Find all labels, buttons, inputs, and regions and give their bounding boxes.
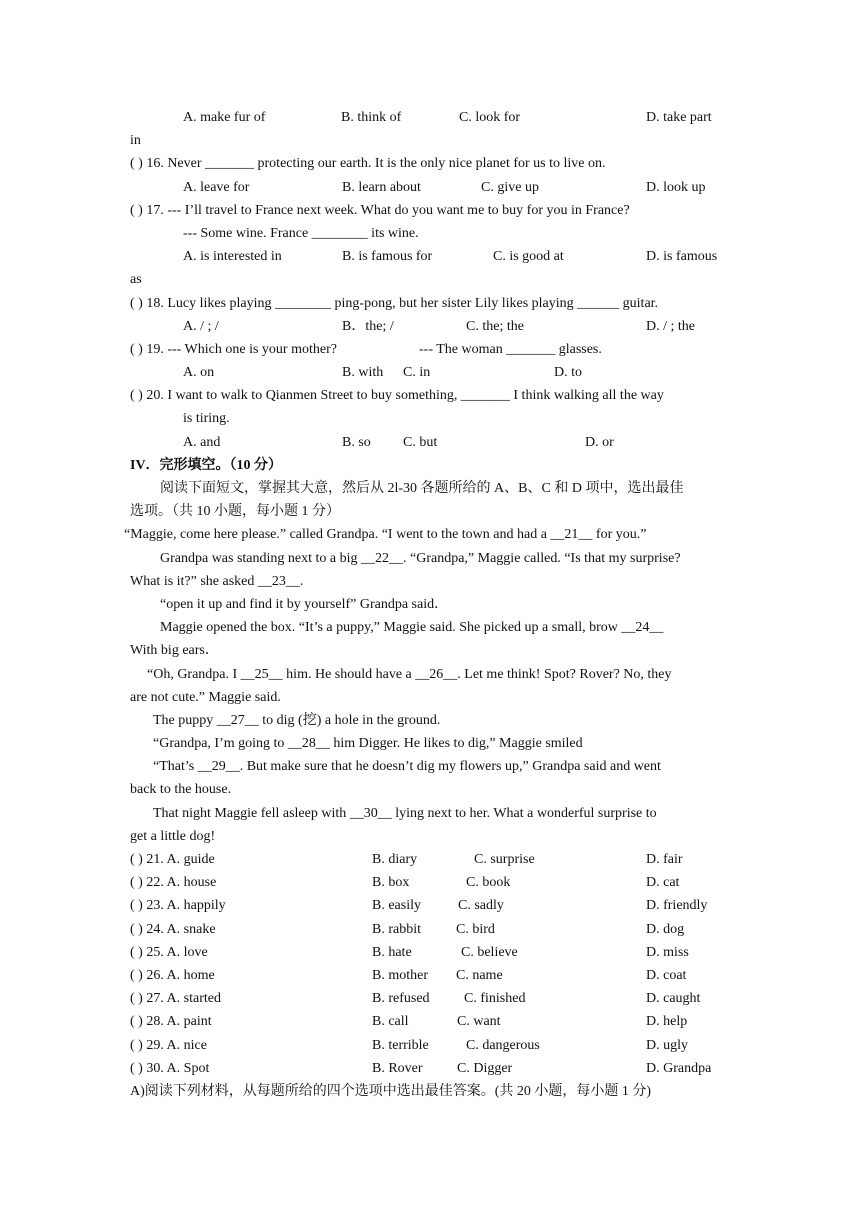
q19-options <box>130 361 735 384</box>
cloze-option-b: B. hate <box>372 944 412 960</box>
cloze-option-c: C. finished <box>464 991 526 1007</box>
cloze-option-c: C. surprise <box>474 852 535 867</box>
cloze-option-c: C. name <box>456 967 503 983</box>
q18-option-b: B．the; / <box>342 318 394 334</box>
cloze-option-d: D. friendly <box>646 898 708 914</box>
cloze-option-b: B. diary <box>372 852 418 867</box>
q19-option-c: C. in <box>403 365 431 381</box>
section-instructions-2: 选项。（共 10 小题，每小题 1 分） <box>130 504 340 520</box>
passage-line: “open it up and find it by yourself” Grandpa said． <box>160 596 449 612</box>
q15-option-a: A. make fur of <box>183 110 266 125</box>
passage-line: The puppy __27__ to dig (挖) a hole in the ground. <box>153 712 441 728</box>
cloze-option-b: B. refused <box>372 991 430 1007</box>
q20-stem: ( ) 20. I want to walk to Qianmen Street to buy something, _______ I think walking all the way <box>130 388 664 404</box>
cloze-option-c: C. bird <box>456 921 495 937</box>
cloze-question-row <box>130 918 735 941</box>
q18-option-a: A. / ; / <box>183 318 219 334</box>
passage-line: With big ears． <box>130 643 219 659</box>
passage-line: That night Maggie fell asleep with __30__ lying next to her. What a wonderful surprise to <box>153 805 657 821</box>
q19-option-d: D. to <box>554 365 582 381</box>
passage-line: back to the house. <box>130 782 232 798</box>
cloze-option-d: D. miss <box>646 944 689 960</box>
q19-option-b: B. with <box>342 365 384 381</box>
cloze-option-b: B. rabbit <box>372 921 421 937</box>
q17-option-b: B. is famous for <box>342 249 433 265</box>
cloze-question-a: ( ) 30. A. Spot <box>130 1060 210 1076</box>
cloze-option-d: D. fair <box>646 852 683 867</box>
q18-stem: ( ) 18. Lucy likes playing ________ ping-pong, but her sister Lily likes playing ______ guitar. <box>130 295 659 311</box>
cloze-question-row <box>130 941 735 964</box>
cloze-question-a: ( ) 28. A. paint <box>130 1014 212 1030</box>
passage-line: What is it?” she asked __23__. <box>130 573 304 589</box>
cloze-question-a: ( ) 27. A. started <box>130 991 221 1007</box>
cloze-question-row <box>130 1034 735 1057</box>
cloze-option-d: D. ugly <box>646 1037 688 1053</box>
cloze-question-row <box>130 1057 735 1080</box>
q17-option-d: D. is famous <box>646 249 718 265</box>
cloze-question-row <box>130 894 735 917</box>
cloze-option-c: C. sadly <box>458 898 504 914</box>
cloze-option-c: C. book <box>466 875 511 891</box>
q15-option-b: B. think of <box>341 110 402 125</box>
q16-option-c: C. give up <box>481 179 539 195</box>
cloze-option-c: C. want <box>457 1014 501 1030</box>
section-instructions-1: 阅读下面短文，掌握其大意，然后从 2l-30 各题所给的 A、B、C 和 D 项中，选出最佳 <box>160 481 684 496</box>
cloze-option-b: B. mother <box>372 967 428 983</box>
q16-options <box>130 176 735 199</box>
q17-wrap: as <box>130 272 142 288</box>
cloze-options-list <box>130 848 735 1080</box>
cloze-question-a: ( ) 25. A. love <box>130 944 208 960</box>
cloze-question-row <box>130 1010 735 1033</box>
cloze-question-row <box>130 871 735 894</box>
q19-question: ( ) 19. --- Which one is your mother? <box>130 341 337 357</box>
cloze-question-row <box>130 987 735 1010</box>
cloze-question-row <box>130 964 735 987</box>
cloze-option-c: C. Digger <box>457 1060 513 1076</box>
passage-line: “Maggie, come here please.” called Grandpa. “I went to the town and had a __21__ for you.” <box>124 527 647 543</box>
q15-option-d: D. take part <box>646 110 712 125</box>
cloze-option-d: D. cat <box>646 875 680 891</box>
cloze-option-b: B. call <box>372 1014 409 1030</box>
q17-stem-reply: --- Some wine. France ________ its wine. <box>183 225 419 241</box>
passage-line: Maggie opened the box. “It’s a puppy,” Maggie said. She picked up a small, brow __24__ <box>160 620 664 636</box>
cloze-option-b: B. box <box>372 875 410 891</box>
q15-options <box>130 106 735 129</box>
q17-options <box>130 245 735 268</box>
q16-option-b: B. learn about <box>342 179 421 195</box>
q17-stem: ( ) 17. --- I’ll travel to France next week. What do you want me to buy for you in France? <box>130 202 630 218</box>
cloze-question-row <box>130 848 735 871</box>
q20-option-b: B. so <box>342 434 371 450</box>
q19-answer-line: --- The woman _______ glasses. <box>419 341 602 357</box>
q16-option-d: D. look up <box>646 179 706 195</box>
reading-instructions: A)阅读下列材料，从每题所给的四个选项中选出最佳答案。(共 20 小题，每小题 1 分) <box>130 1083 652 1099</box>
cloze-option-d: D. Grandpa <box>646 1060 712 1076</box>
cloze-option-b: B. Rover <box>372 1060 423 1076</box>
q19-stem <box>130 338 735 361</box>
q19-option-a: A. on <box>183 365 215 381</box>
section-title: IV．完形填空。（10 分） <box>130 457 283 473</box>
q20-option-d: D. or <box>585 434 614 450</box>
cloze-question-a: ( ) 22. A. house <box>130 875 217 891</box>
q18-option-c: C. the; the <box>466 318 524 334</box>
cloze-question-a: ( ) 29. A. nice <box>130 1037 207 1053</box>
passage-line: “Oh, Grandpa. I __25__ him. He should have a __26__. Let me think! Spot? Rover? No, they <box>147 666 672 682</box>
q16-option-a: A. leave for <box>183 179 250 195</box>
q15-option-c: C. look for <box>459 110 521 125</box>
q17-option-c: C. is good at <box>493 249 564 265</box>
passage-line: are not cute.” Maggie said. <box>130 689 281 705</box>
cloze-option-d: D. dog <box>646 921 685 937</box>
q20-option-c: C. but <box>403 434 438 450</box>
cloze-question-a: ( ) 24. A. snake <box>130 921 216 937</box>
q18-option-d: D. / ; the <box>646 318 695 334</box>
cloze-option-d: D. help <box>646 1014 688 1030</box>
cloze-question-a: ( ) 21. A. guide <box>130 852 215 867</box>
exam-page <box>124 106 735 1103</box>
q18-options <box>130 315 735 338</box>
passage-line: get a little dog! <box>130 828 216 844</box>
cloze-option-c: C. believe <box>461 944 518 960</box>
cloze-question-a: ( ) 23. A. happily <box>130 898 226 914</box>
passage-line: “Grandpa, I’m going to __28__ him Digger. He likes to dig,” Maggie smiled <box>153 736 583 752</box>
q20-options <box>130 431 735 454</box>
passage-line: “That’s __29__. But make sure that he doesn’t dig my flowers up,” Grandpa said and went <box>153 759 661 775</box>
q20-option-a: A. and <box>183 434 221 450</box>
cloze-option-c: C. dangerous <box>466 1037 540 1053</box>
q16-stem: ( ) 16. Never _______ protecting our earth. It is the only nice planet for us to live on. <box>130 156 606 172</box>
q20-stem-cont: is tiring. <box>183 411 230 427</box>
cloze-option-b: B. terrible <box>372 1037 429 1053</box>
cloze-option-d: D. coat <box>646 967 687 983</box>
cloze-option-b: B. easily <box>372 898 421 914</box>
q17-option-a: A. is interested in <box>183 249 282 265</box>
passage-line: Grandpa was standing next to a big __22__. “Grandpa,” Maggie called. “Is that my surprise? <box>160 550 681 566</box>
cloze-option-d: D. caught <box>646 991 701 1007</box>
cloze-question-a: ( ) 26. A. home <box>130 967 215 983</box>
q15-wrap: in <box>130 133 141 149</box>
